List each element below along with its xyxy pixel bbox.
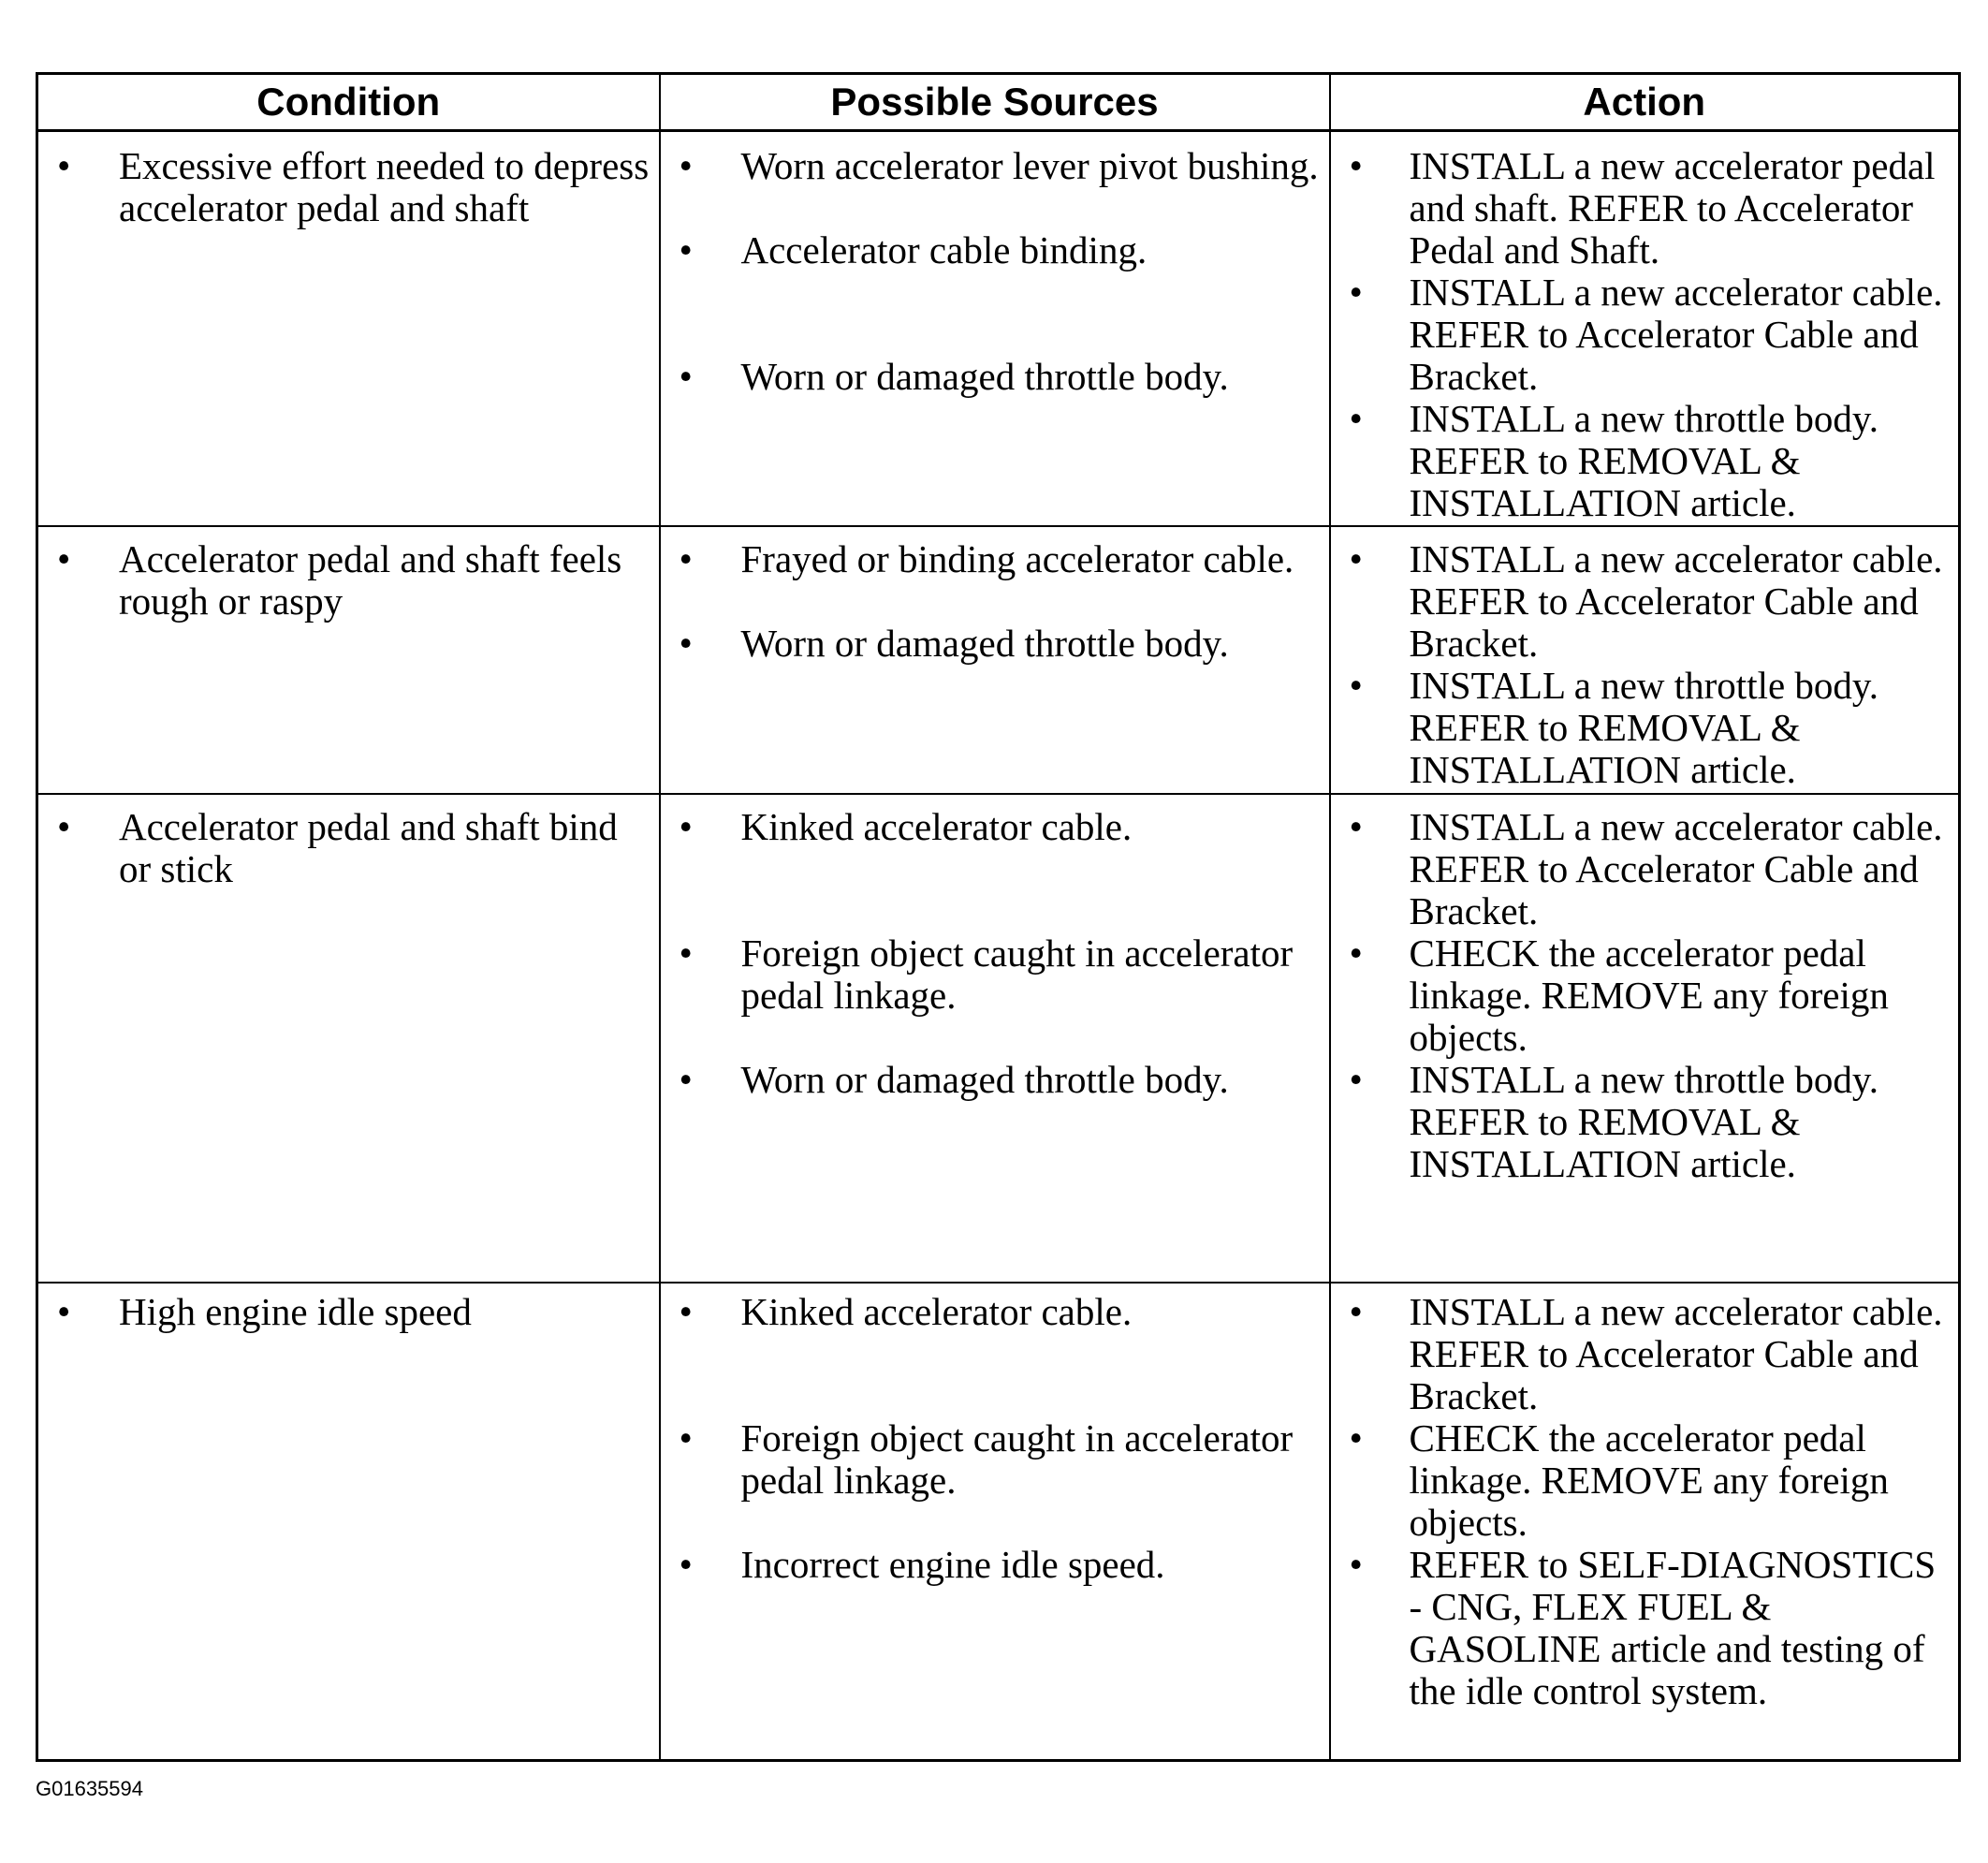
source-text: Worn or damaged throttle body.	[740, 622, 1229, 665]
source-text: Kinked accelerator cable.	[740, 805, 1133, 848]
condition-text: Accelerator pedal and shaft feels rough or raspy	[119, 537, 622, 623]
action-text: INSTALL a new accelerator cable. REFER to Accelerator Cable and Bracket.	[1409, 1290, 1943, 1417]
source-text: Incorrect engine idle speed.	[740, 1543, 1165, 1586]
condition-item	[38, 1291, 651, 1333]
bullet-icon: •	[679, 1058, 693, 1101]
source-item	[661, 356, 1322, 398]
bullet-icon: •	[1349, 1543, 1363, 1586]
source-text: Worn or damaged throttle body.	[740, 1058, 1229, 1101]
action-text: INSTALL a new throttle body. REFER to REMOVAL & INSTALLATION article.	[1409, 1058, 1879, 1185]
source-item	[661, 623, 1322, 665]
bullet-icon: •	[57, 537, 71, 580]
action-item	[1331, 1059, 1951, 1185]
bullet-icon: •	[679, 144, 693, 187]
source-text: Accelerator cable binding.	[740, 228, 1147, 271]
action-item	[1331, 932, 1951, 1059]
bullet-icon: •	[679, 622, 693, 665]
table-row	[37, 794, 1960, 1283]
action-text: INSTALL a new throttle body. REFER to REMOVAL & INSTALLATION article.	[1409, 664, 1879, 791]
source-text: Worn or damaged throttle body.	[740, 355, 1229, 398]
source-item	[661, 932, 1322, 1017]
sources-cell	[660, 131, 1330, 527]
figure-code: G01635594	[36, 1777, 143, 1800]
condition-text: Accelerator pedal and shaft bind or stick	[119, 805, 618, 890]
bullet-icon: •	[1349, 144, 1363, 187]
action-item	[1331, 665, 1951, 791]
action-text: CHECK the accelerator pedal linkage. REMOVE any foreign objects.	[1409, 1416, 1889, 1544]
action-cell	[1330, 1283, 1960, 1761]
source-item	[661, 229, 1322, 271]
bullet-icon: •	[1349, 397, 1363, 440]
bullet-icon: •	[679, 1543, 693, 1586]
action-item	[1331, 806, 1951, 932]
condition-text: High engine idle speed	[119, 1290, 472, 1333]
bullet-icon: •	[1349, 537, 1363, 580]
source-text: Foreign object caught in accelerator pedal linkage.	[740, 1416, 1294, 1502]
table-header	[37, 74, 1960, 131]
action-text: INSTALL a new accelerator cable. REFER to Accelerator Cable and Bracket.	[1409, 805, 1943, 932]
bullet-icon: •	[1349, 271, 1363, 314]
sources-cell	[660, 794, 1330, 1283]
source-item	[661, 538, 1322, 580]
action-text: INSTALL a new accelerator pedal and shaft. REFER to Accelerator Pedal and Shaft.	[1409, 144, 1936, 271]
bullet-icon: •	[679, 537, 693, 580]
bullet-icon: •	[679, 1416, 693, 1460]
action-item	[1331, 1417, 1951, 1544]
action-cell	[1330, 794, 1960, 1283]
source-item	[661, 1059, 1322, 1101]
bullet-icon: •	[57, 805, 71, 848]
sources-cell	[660, 1283, 1330, 1761]
bullet-icon: •	[1349, 1416, 1363, 1460]
source-item	[661, 1544, 1322, 1586]
source-item	[661, 1417, 1322, 1502]
action-text: REFER to SELF-DIAGNOSTICS - CNG, FLEX FUEL & GASOLINE article and testing of the idle control system.	[1409, 1543, 1937, 1712]
condition-item	[38, 806, 651, 890]
condition-item	[38, 145, 651, 229]
action-cell	[1330, 526, 1960, 794]
table-row	[37, 131, 1960, 527]
condition-cell	[37, 131, 660, 527]
bullet-icon: •	[679, 355, 693, 398]
diagnosis-table	[36, 72, 1961, 1762]
action-text: INSTALL a new accelerator cable. REFER to Accelerator Cable and Bracket.	[1409, 271, 1943, 398]
bullet-icon: •	[1349, 805, 1363, 848]
action-text: INSTALL a new throttle body. REFER to REMOVAL & INSTALLATION article.	[1409, 397, 1879, 524]
bullet-icon: •	[1349, 664, 1363, 707]
source-item	[661, 806, 1322, 848]
source-text: Frayed or binding accelerator cable.	[740, 537, 1294, 580]
table-row	[37, 1283, 1960, 1761]
bullet-icon: •	[679, 932, 693, 975]
header-row	[37, 74, 1960, 131]
bullet-icon: •	[1349, 932, 1363, 975]
bullet-icon: •	[57, 144, 71, 187]
source-text: Foreign object caught in accelerator pedal linkage.	[740, 932, 1294, 1017]
bullet-icon: •	[57, 1290, 71, 1333]
header-action: Action	[1330, 74, 1960, 131]
source-text: Kinked accelerator cable.	[740, 1290, 1133, 1333]
bullet-icon: •	[1349, 1290, 1363, 1333]
action-item	[1331, 1544, 1951, 1712]
bullet-icon: •	[1349, 1058, 1363, 1101]
table-body	[37, 131, 1960, 1761]
action-item	[1331, 271, 1951, 398]
condition-cell	[37, 526, 660, 794]
bullet-icon: •	[679, 1290, 693, 1333]
bullet-icon: •	[679, 805, 693, 848]
source-item	[661, 145, 1322, 187]
table-row	[37, 526, 1960, 794]
header-possible-sources: Possible Sources	[660, 74, 1330, 131]
action-text: CHECK the accelerator pedal linkage. REMOVE any foreign objects.	[1409, 932, 1889, 1059]
action-item	[1331, 398, 1951, 524]
action-item	[1331, 1291, 1951, 1417]
bullet-icon: •	[679, 228, 693, 271]
source-text: Worn accelerator lever pivot bushing.	[740, 144, 1319, 187]
action-item	[1331, 538, 1951, 665]
condition-cell	[37, 794, 660, 1283]
header-condition: Condition	[37, 74, 660, 131]
source-item	[661, 1291, 1322, 1333]
condition-text: Excessive effort needed to depress accelerator pedal and shaft	[119, 144, 650, 229]
action-item	[1331, 145, 1951, 271]
action-cell	[1330, 131, 1960, 527]
condition-cell	[37, 1283, 660, 1761]
condition-item	[38, 538, 651, 623]
action-text: INSTALL a new accelerator cable. REFER to Accelerator Cable and Bracket.	[1409, 537, 1943, 665]
sources-cell	[660, 526, 1330, 794]
